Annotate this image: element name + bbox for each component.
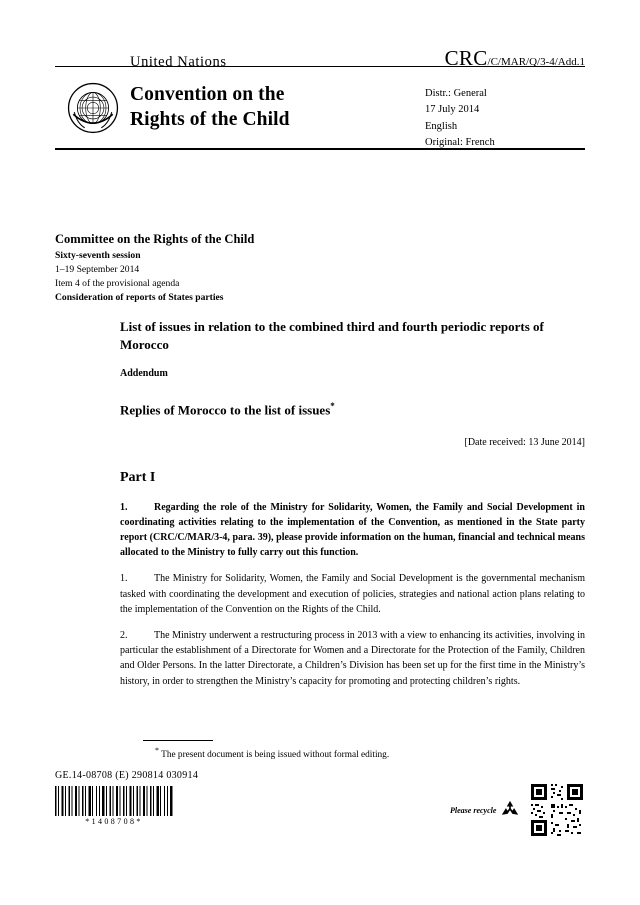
barcode-number: *1408708* xyxy=(85,817,143,826)
footnote xyxy=(155,746,585,760)
barcode-bars-icon xyxy=(55,786,173,816)
header-body xyxy=(55,72,585,151)
replies-heading xyxy=(120,401,585,418)
header-top-row xyxy=(55,46,585,71)
convention-title-line1: Convention on the xyxy=(130,84,285,105)
convention-title-line2: Rights of the Child xyxy=(130,108,290,130)
committee-agenda-item: Item 4 of the provisional agenda xyxy=(55,277,180,289)
barcode xyxy=(55,786,173,826)
recycle-notice xyxy=(450,800,520,820)
header-top-rule xyxy=(55,66,585,67)
organization-name: United Nations xyxy=(130,54,227,70)
document-body xyxy=(120,318,585,700)
paragraph-item xyxy=(120,500,585,561)
document-symbol xyxy=(445,46,585,71)
committee-block xyxy=(55,232,585,305)
header-bottom-rule xyxy=(55,148,585,150)
distr-line-1: 17 July 2014 xyxy=(425,104,480,116)
committee-title: Committee on the Rights of the Child xyxy=(55,232,255,246)
un-emblem-icon xyxy=(55,72,130,151)
qr-code-icon xyxy=(529,782,585,838)
recycle-icon xyxy=(500,800,520,820)
paragraph-item xyxy=(120,571,585,617)
job-number: GE.14-08708 (E) 290814 030914 xyxy=(55,770,199,781)
footnote-separator xyxy=(143,740,213,741)
issues-heading: List of issues in relation to the combined third and fourth periodic reports of Morocco xyxy=(120,319,544,353)
paragraph-item xyxy=(120,628,585,689)
convention-title xyxy=(130,72,425,151)
paragraph-number: 1. xyxy=(120,573,128,585)
footnote-marker: * xyxy=(155,746,159,755)
paragraph-number: 1. xyxy=(120,501,128,513)
committee-consideration: Consideration of reports of States parties xyxy=(55,291,224,303)
addendum-label: Addendum xyxy=(120,368,168,380)
document-symbol-main: CRC xyxy=(444,46,488,70)
recycle-label: Please recycle xyxy=(450,805,497,815)
distr-line-3: Original: French xyxy=(425,136,495,148)
paragraph-text: Regarding the role of the Ministry for Solidarity, Women, the Family and Social Development in coordinating activities relating to the implementation of the Convention, as mentioned in the State party report (CRC/C/MAR/3-4, para. 39), please provide information on the human, financial and technical means allocated to the Ministry to fully carry out this function. xyxy=(120,501,585,559)
paragraph-text: The Ministry for Solidarity, Women, the Family and Social Development is the governmental mechanism tasked with coordinating the development and execution of policies, strategies and national action plans relating to the implementation of the Convention on the Rights of the Child. xyxy=(120,573,585,615)
footnote-text: The present document is being issued without formal editing. xyxy=(161,750,390,761)
replies-heading-marker: * xyxy=(330,401,335,412)
paragraph-number: 2. xyxy=(120,630,128,642)
date-received: [Date received: 13 June 2014] xyxy=(464,436,585,448)
distribution-block xyxy=(425,72,585,151)
committee-dates: 1–19 September 2014 xyxy=(55,263,140,275)
distr-line-0: Distr.: General xyxy=(425,88,487,99)
document-symbol-suffix: /C/MAR/Q/3-4/Add.1 xyxy=(487,56,585,68)
part-heading: Part I xyxy=(120,469,156,485)
distr-line-2: English xyxy=(425,120,458,132)
committee-session: Sixty-seventh session xyxy=(55,250,141,261)
page-inner xyxy=(55,0,585,905)
replies-heading-text: Replies of Morocco to the list of issues xyxy=(120,402,331,418)
paragraph-text: The Ministry underwent a restructuring process in 2013 with a view to enhancing its activities, involving in particular the establishment of a Directorate for Women and a Directorate for the Protection of the Family, Children and Older Persons. In the latter Directorate, a Children’s Division has been set up for the first time in the Ministry’s history, in order to strengthen the Ministry’s capacity for promoting and protecting children’s rights. xyxy=(120,630,585,687)
